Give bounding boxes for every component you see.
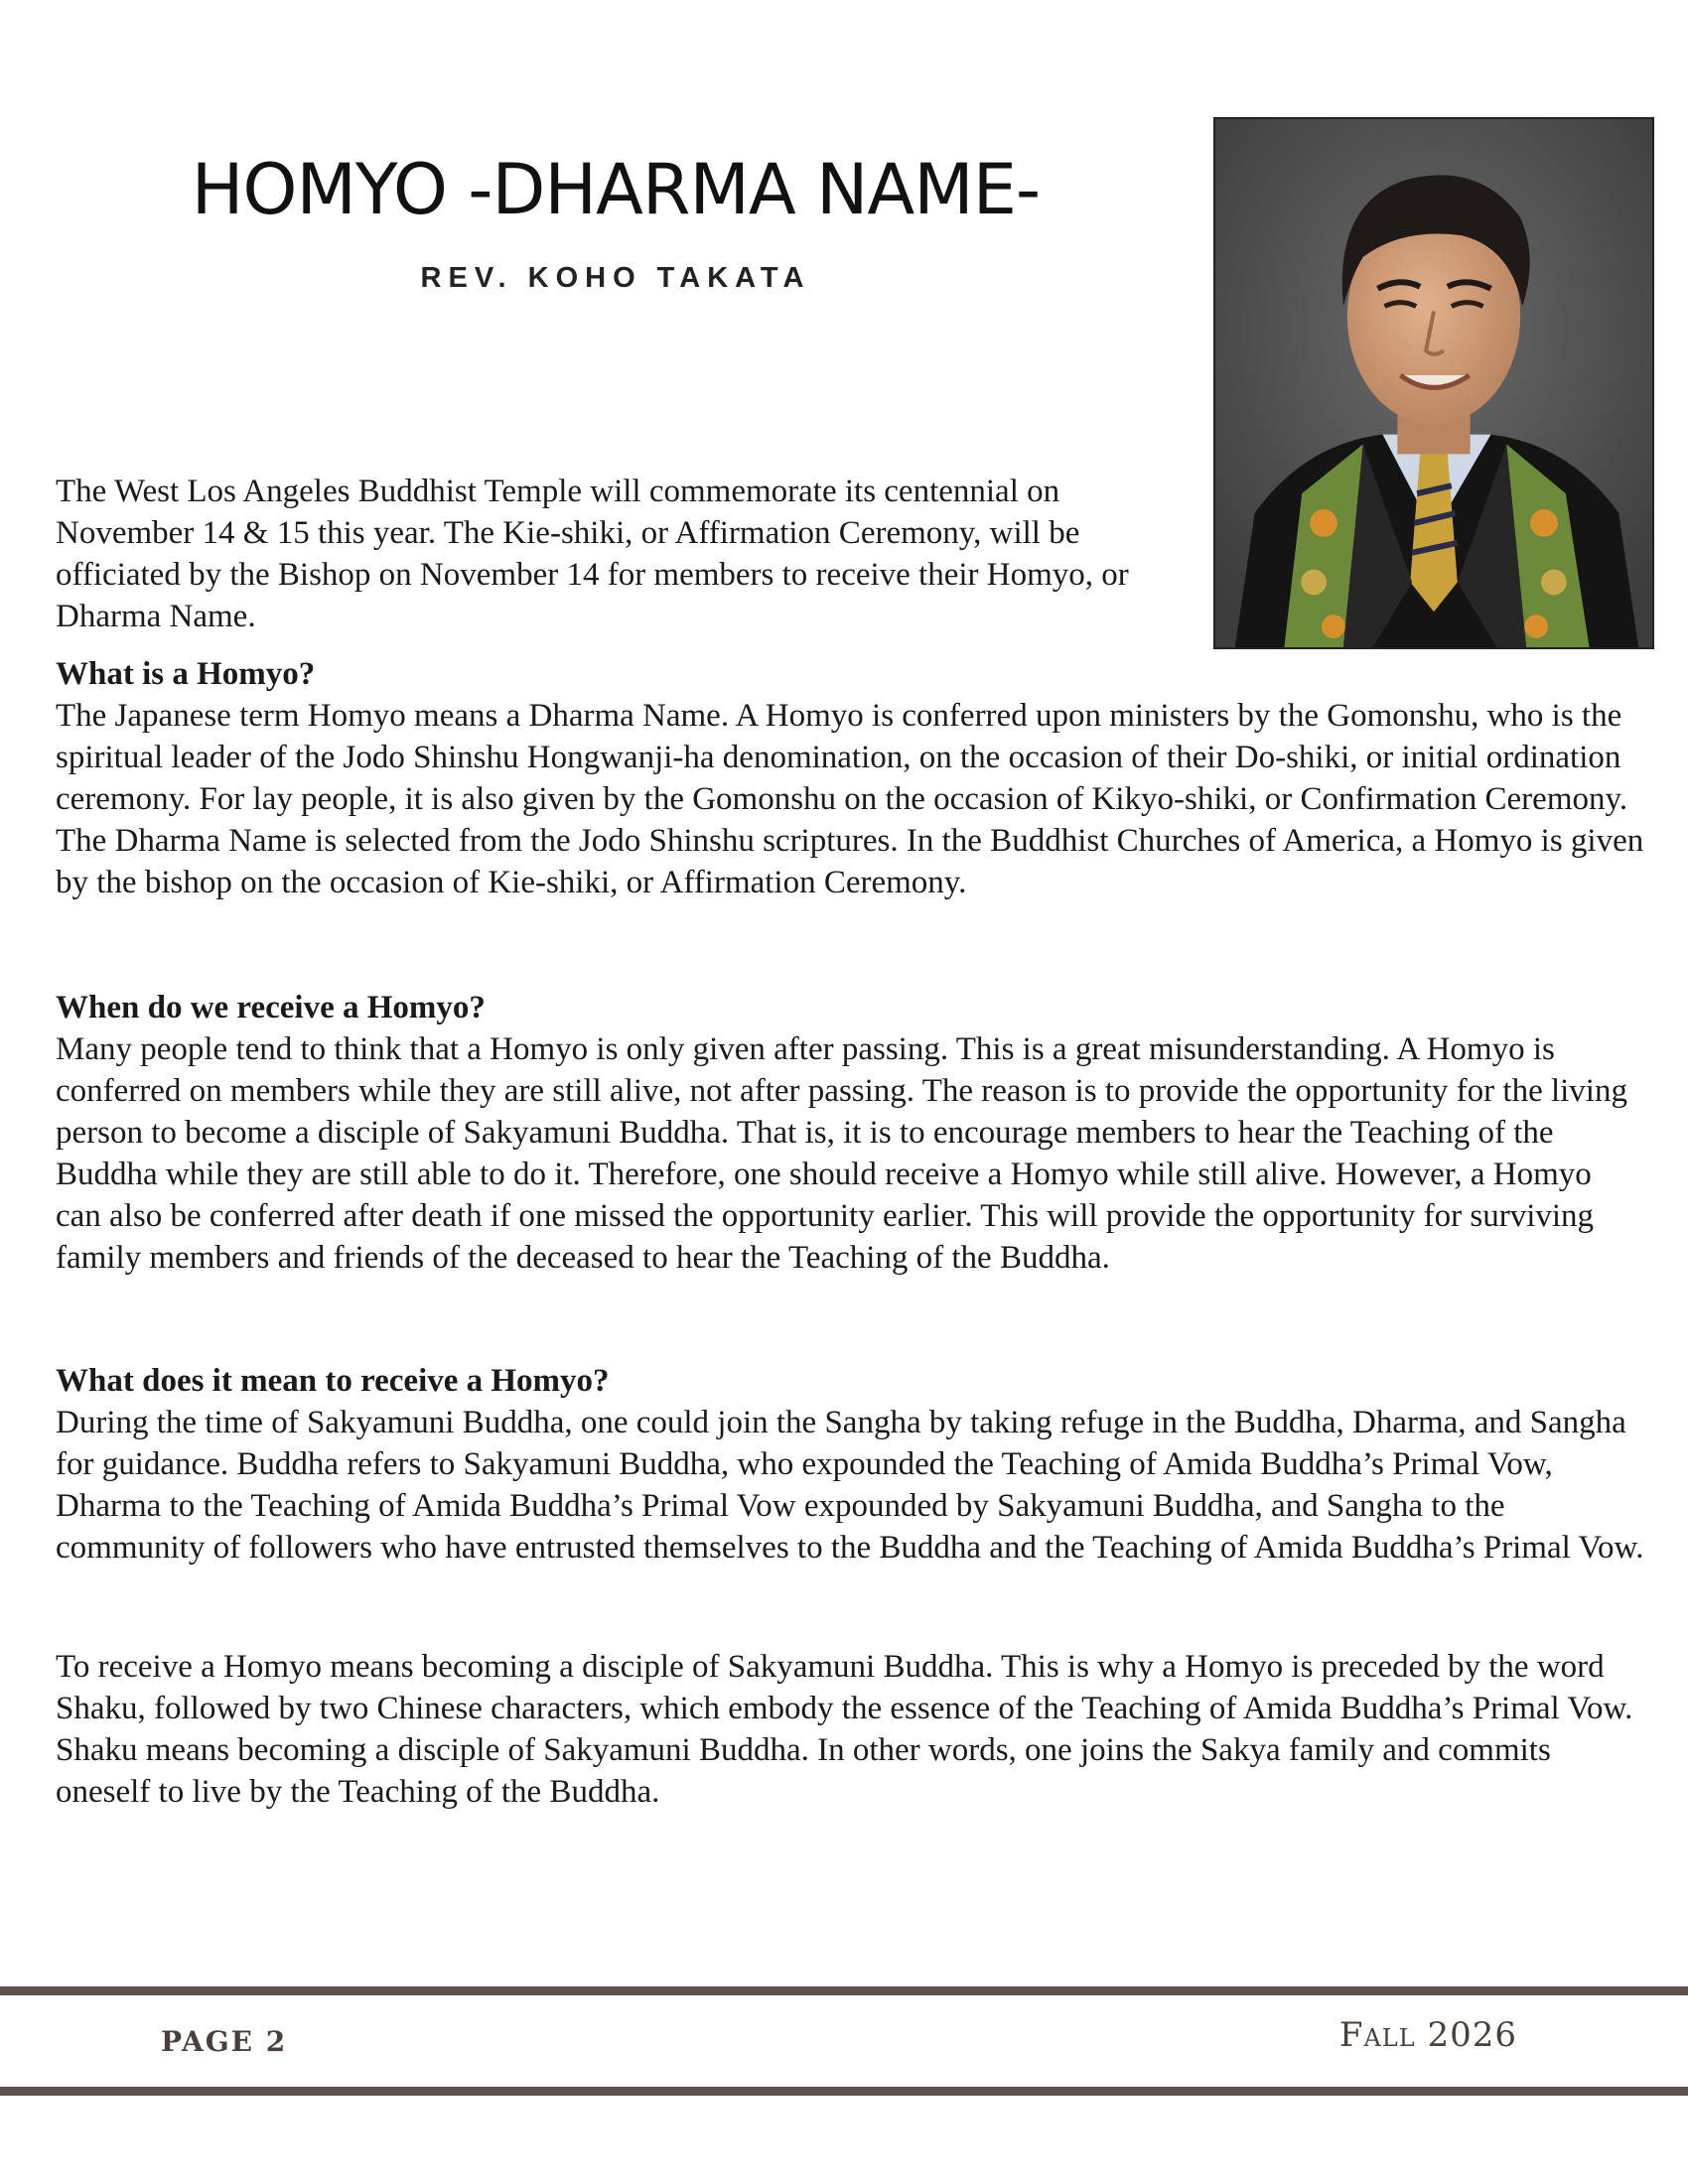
closing-paragraph: To receive a Homyo means becoming a disciple of Sakyamuni Buddha. This is why a Homyo is preceded by the word Shaku, followed by two Chinese characters, which embody the essence of the Teaching of Amida Buddha’s Primal Vow. Shaku means becoming a disciple of Sakyamuni Buddha. In other words, one joins the Sakya family and commits oneself to live by the Teaching of the Buddha. <box>56 1649 1633 1810</box>
section-what-is-homyo <box>56 653 1644 903</box>
article-title: HOMYO -DHARMA NAME- <box>191 149 1041 230</box>
section-body: Many people tend to think that a Homyo is only given after passing. This is a great misunderstanding. A Homyo is conferred on members while they are still alive, not after passing. The reason is to provide the opportunity for the living person to become a disciple of Sakyamuni Buddha. That is, it is to encourage members to hear the Teaching of the Buddha while they are still able to do it. Therefore, one should receive a Homyo while still alive. However, a Homyo can also be conferred after death if one missed the opportunity earlier. This will provide the opportunity for surviving family members and friends of the deceased to hear the Teaching of the Buddha. <box>56 1031 1627 1276</box>
section-heading: What does it mean to receive a Homyo? <box>56 1363 610 1399</box>
author-photo <box>1213 117 1654 649</box>
section-body: During the time of Sakyamuni Buddha, one could join the Sangha by taking refuge in the Buddha, Dharma, and Sangha for guidance. Buddha refers to Sakyamuni Buddha, who expounded the Teaching of Amida Buddha’s Primal Vow, Dharma to the Teaching of Amida Buddha’s Primal Vow expounded by Sakyamuni Buddha, and Sangha to the community of followers who have entrusted themselves to the Buddha and the Teaching of Amida Buddha’s Primal Vow. <box>56 1405 1644 1566</box>
portrait-image <box>1215 119 1652 647</box>
section-when-receive <box>56 987 1644 1279</box>
footer-rule-bottom <box>0 2087 1688 2096</box>
issue-label: Fall 2026 <box>1338 2015 1517 2055</box>
author-byline: REV. KOHO TAKATA <box>420 262 811 294</box>
section-heading: What is a Homyo? <box>56 656 316 692</box>
section-body: The Japanese term Homyo means a Dharma Name. A Homyo is conferred upon ministers by the Gomonshu, who is the spiritual leader of the Jodo Shinshu Hongwanji-ha denomination, on the occasion of their Do-shiki, or initial ordination ceremony. For lay people, it is also given by the Gomonshu on the occasion of Kikyo-shiki, or Confirmation Ceremony. The Dharma Name is selected from the Jodo Shinshu scriptures. In the Buddhist Churches of America, a Homyo is given by the bishop on the occasion of Kie-shiki, or Affirmation Ceremony. <box>56 698 1644 900</box>
section-what-does-it-mean <box>56 1360 1644 1569</box>
intro-paragraph: The West Los Angeles Buddhist Temple will commemorate its centennial on November 14 & 15 this year. The Kie-shiki, or Affirmation Ceremony, will be officiated by the Bishop on November 14 for members to receive their Homyo, or Dharma Name. <box>56 474 1129 634</box>
section-heading: When do we receive a Homyo? <box>56 990 486 1025</box>
footer-rule-top <box>0 1986 1688 1995</box>
page-number: PAGE 2 <box>161 2025 288 2058</box>
